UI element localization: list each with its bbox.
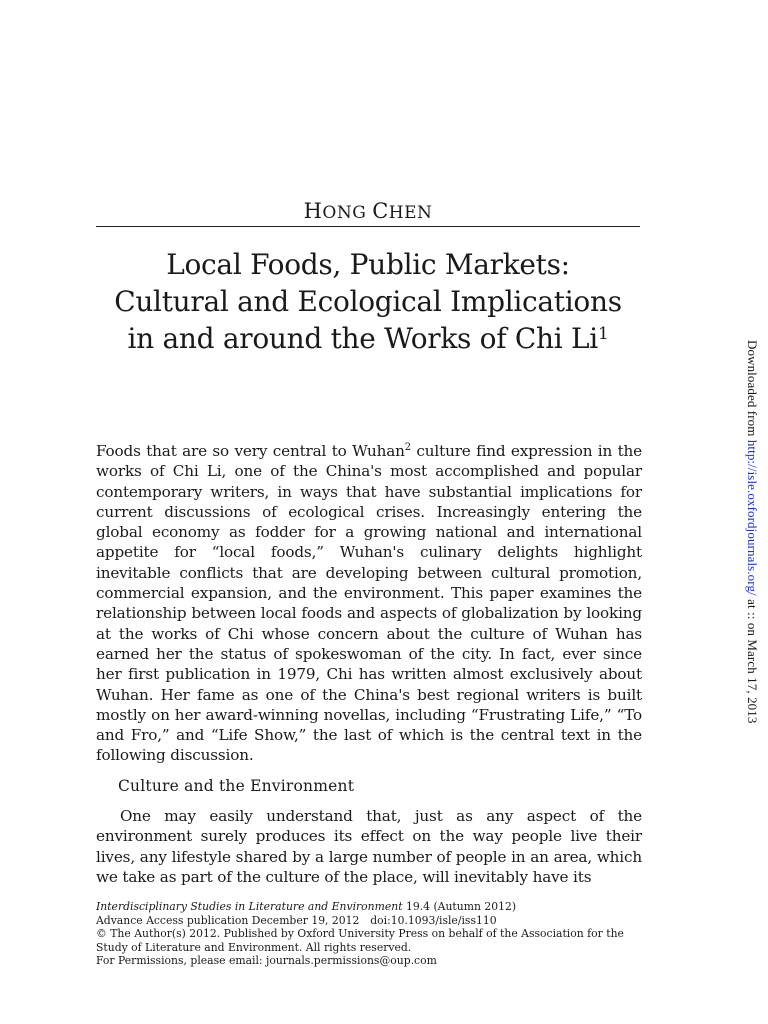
- author-first-rest: ONG: [322, 203, 367, 223]
- author-first-initial: H: [303, 199, 323, 223]
- body-paragraph: One may easily understand that, just as any aspect of the environment surely produces its effect on the way people live their lives, any lifestyle shared by a large number of people in an area, which we take as part of the culture of the place, will inevitably have its: [96, 807, 642, 886]
- permissions-line: For Permissions, please email: journals.permissions@oup.com: [96, 954, 437, 968]
- advance-access-line: Advance Access publication December 19, 2012 doi:10.1093/isle/iss110: [96, 913, 497, 927]
- journal-site-link[interactable]: http://isle.oxfordjournals.org/: [745, 439, 760, 596]
- title-line-3: [86, 320, 650, 357]
- title-line-1: Local Foods, Public Markets:: [166, 248, 570, 281]
- author-name: [96, 199, 640, 223]
- download-watermark: [744, 340, 760, 723]
- copyright-line-2: Study of Literature and Environment. All rights reserved.: [96, 940, 412, 954]
- author-last-rest: HEN: [388, 203, 433, 223]
- abstract-footnote-marker[interactable]: 2: [404, 441, 411, 453]
- download-suffix: at :: on March 17, 2013: [745, 595, 760, 724]
- download-prefix: Downloaded from: [745, 340, 760, 440]
- copyright-line-1: © The Author(s) 2012. Published by Oxford University Press on behalf of the Association for the: [96, 927, 624, 941]
- abstract-part-2: culture find expression in the works of Chi Li, one of the China's most accomplished and popular contemporary writers, in ways that have substantial implications for current discussions of ecological crises. Increasingly entering the global economy as fodder for a growing national and international appetite for “local foods,” Wuhan's culinary delights highlight inevitable conflicts that are developing between cultural promotion, commercial expansion, and the environment. This paper examines the relationship between local foods and aspects of globalization by looking at the works of Chi whose concern about the culture of Wuhan has earned her the status of spokeswoman of the city. In fact, ever since her first publication in 1979, Chi has written almost exclusively about Wuhan. Her fame as one of the China's best regional writers is built mostly on her award-winning novellas, including “Frustrating Life,” “To and Fro,” and “Life Show,” the last of which is the central text in the following discussion.: [96, 442, 642, 765]
- journal-issue: 19.4 (Autumn 2012): [402, 900, 517, 913]
- title-divider: [96, 226, 640, 227]
- title-line-2: Cultural and Ecological Implications: [114, 285, 622, 318]
- author-last-initial: C: [372, 199, 389, 223]
- abstract-paragraph: [96, 441, 642, 766]
- publication-footer: [96, 900, 642, 968]
- section-heading: Culture and the Environment: [118, 777, 355, 795]
- title-footnote-marker[interactable]: 1: [597, 324, 609, 344]
- abstract-part-1: Foods that are so very central to Wuhan: [96, 442, 405, 460]
- title-line-3-text: in and around the Works of Chi Li: [127, 322, 598, 355]
- journal-name: Interdisciplinary Studies in Literature and Environment: [96, 900, 403, 913]
- journal-citation: [96, 900, 642, 914]
- article-title: [86, 246, 650, 357]
